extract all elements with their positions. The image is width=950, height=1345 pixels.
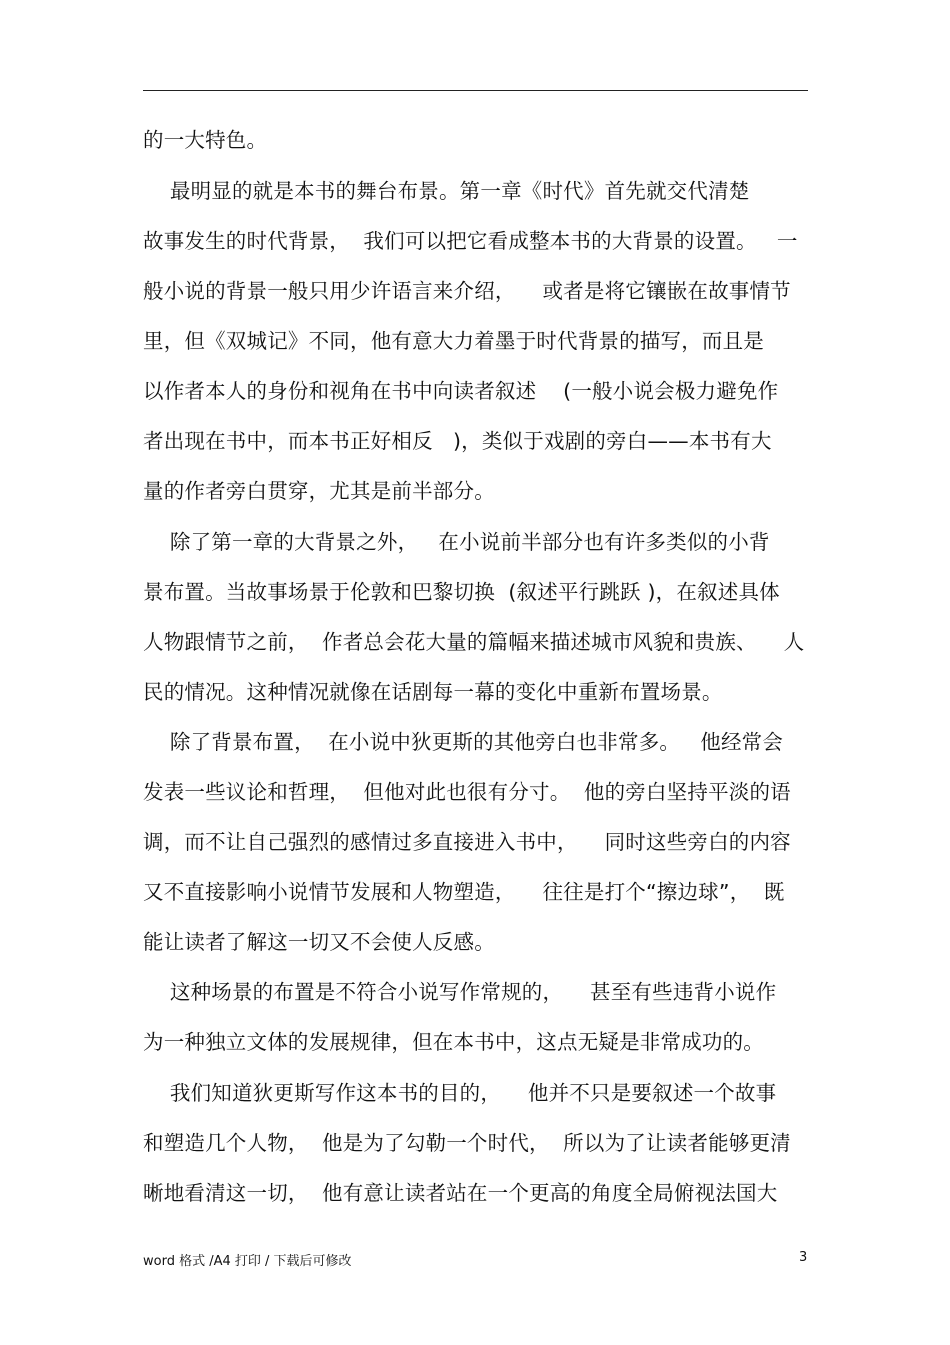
text-line: 能让读者了解这一切又不会使人反感。 — [143, 930, 495, 954]
text-line: 景布置。当故事场景于伦敦和巴黎切换 (叙述平行跳跃 )，在叙述具体 — [143, 580, 780, 604]
text-line: 又不直接影响小说情节发展和人物塑造， 往往是打个“擦边球”， 既 — [143, 880, 785, 904]
header-rule — [143, 90, 808, 91]
text-line: 除了背景布置， 在小说中狄更斯的其他旁白也非常多。 他经常会 — [143, 730, 784, 754]
text-line: 这种场景的布置是不符合小说写作常规的， 甚至有些违背小说作 — [143, 980, 777, 1004]
text-line: 者出现在书中，而本书正好相反 )，类似于戏剧的旁白——本书有大 — [143, 429, 772, 453]
text-line: 故事发生的时代背景， 我们可以把它看成整本书的大背景的设置。 一 — [143, 229, 798, 253]
text-line: 最明显的就是本书的舞台布景。第一章《时代》首先就交代清楚 — [143, 179, 750, 203]
text-line: 人物跟情节之前， 作者总会花大量的篇幅来描述城市风貌和贵族、 人 — [143, 630, 805, 654]
page-number: 3 — [799, 1250, 808, 1265]
text-line: 我们知道狄更斯写作这本书的目的， 他并不只是要叙述一个故事 — [143, 1081, 777, 1105]
text-line: 和塑造几个人物， 他是为了勾勒一个时代， 所以为了让读者能够更清 — [143, 1131, 791, 1155]
text-line: 般小说的背景一般只用少许语言来介绍， 或者是将它镶嵌在故事情节 — [143, 279, 791, 303]
text-line: 以作者本人的身份和视角在书中向读者叙述 (一般小说会极力避免作 — [143, 379, 779, 403]
text-line: 民的情况。这种情况就像在话剧每一幕的变化中重新布置场景。 — [143, 680, 723, 704]
text-line: 除了第一章的大背景之外， 在小说前半部分也有许多类似的小背 — [143, 530, 770, 554]
text-line: 调，而不让自己强烈的感情过多直接进入书中， 同时这些旁白的内容 — [143, 830, 791, 854]
text-line: 晰地看清这一切， 他有意让读者站在一个更高的角度全局俯视法国大 — [143, 1181, 778, 1205]
text-line: 量的作者旁白贯穿，尤其是前半部分。 — [143, 479, 495, 503]
text-line: 发表一些议论和哲理， 但他对此也很有分寸。 他的旁白坚持平淡的语 — [143, 780, 791, 804]
text-line: 为一种独立文体的发展规律，但在本书中，这点无疑是非常成功的。 — [143, 1030, 764, 1054]
text-line: 里，但《双城记》不同，他有意大力着墨于时代背景的描写，而且是 — [143, 329, 764, 353]
footer-note: word 格式 /A4 打印 / 下载后可修改 — [143, 1254, 352, 1269]
text-line: 的一大特色。 — [143, 128, 268, 152]
